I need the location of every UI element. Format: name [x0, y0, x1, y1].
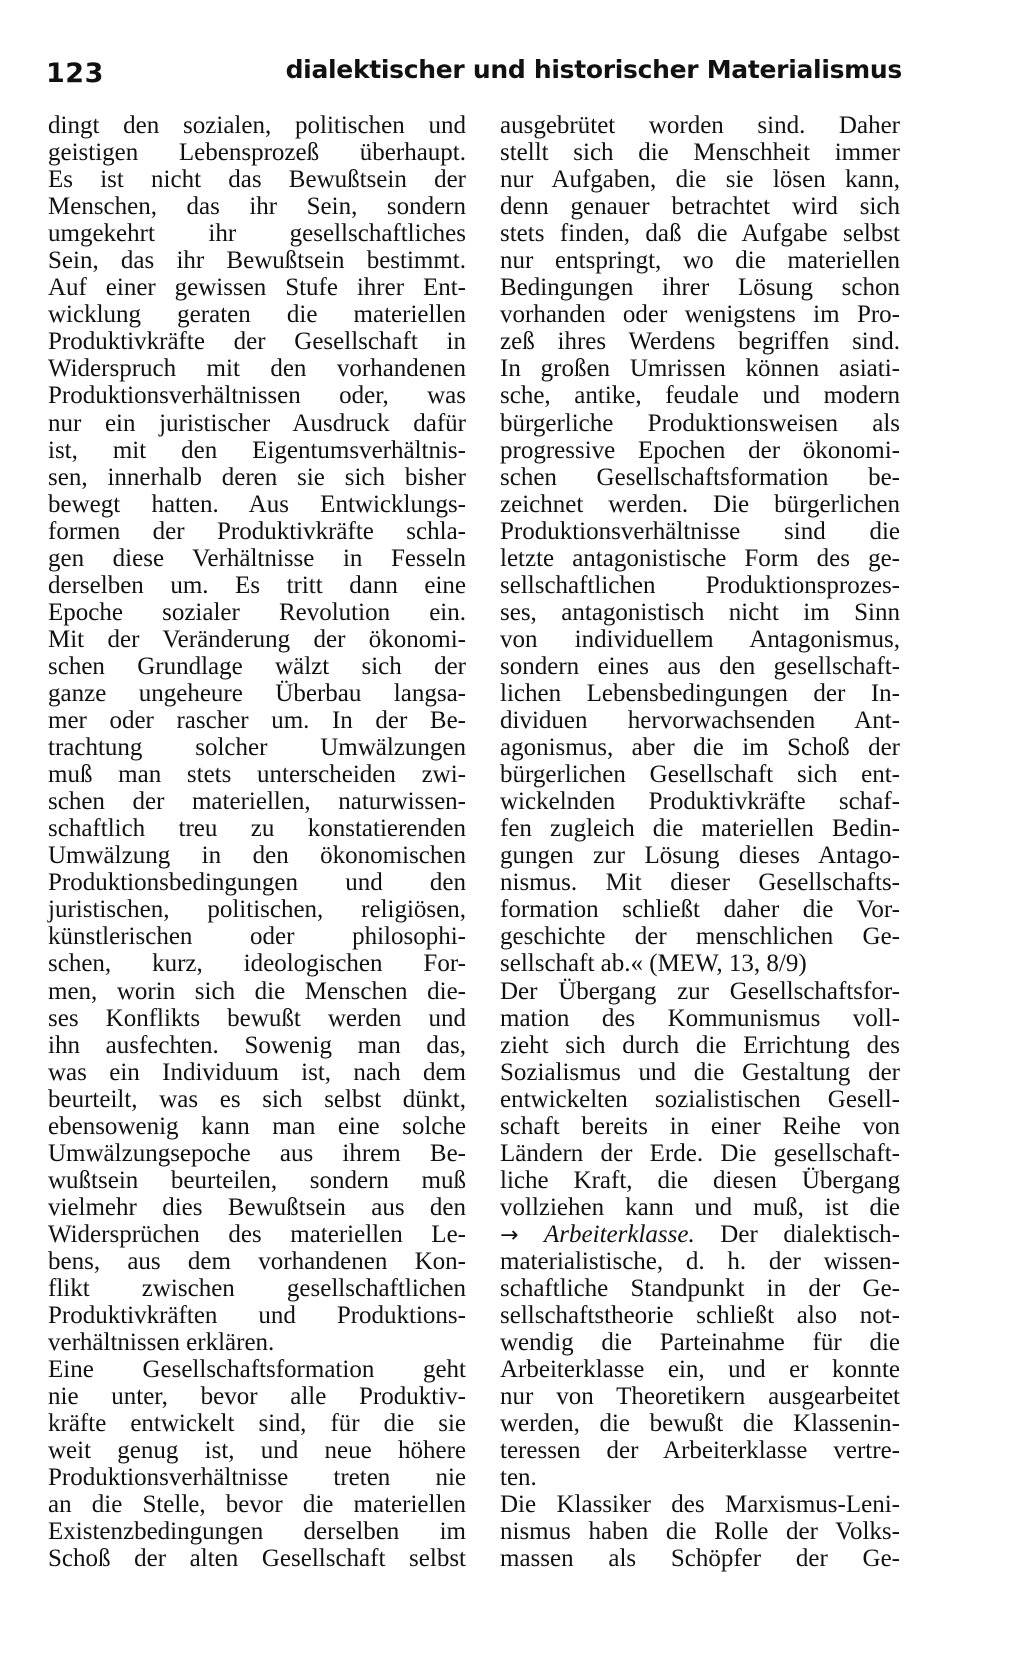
- running-title: dialektischer und historischer Materialismus: [285, 55, 902, 84]
- text-line: bens, aus dem vorhandenen Kon-: [48, 1247, 466, 1275]
- text-line: Mit der Veränderung der ökonomi-: [48, 625, 466, 653]
- text-line: dingt den sozialen, politischen und: [48, 112, 466, 139]
- text-line: Produktivkräften und Produktions-: [48, 1302, 466, 1330]
- text-line: formation schließt daher die Vor-: [500, 896, 900, 924]
- text-line: Produktionsverhältnisse sind die: [500, 517, 900, 545]
- text-line: sondern eines aus den gesellschaft-: [500, 652, 900, 680]
- text-line: stellt sich die Menschheit immer: [500, 139, 900, 167]
- text-line: bewegt hatten. Aus Entwicklungs-: [48, 490, 466, 518]
- text-line: Auf einer gewissen Stufe ihrer Ent-: [48, 274, 466, 302]
- text-line: Ländern der Erde. Die gesellschaft-: [500, 1139, 900, 1167]
- text-line: schaftliche Standpunkt in der Ge-: [500, 1275, 900, 1303]
- text-line: zeß ihres Werdens begriffen sind.: [500, 328, 900, 356]
- text-line: Schoß der alten Gesellschaft selbst: [48, 1545, 466, 1573]
- text-line: ses Konflikts bewußt werden und: [48, 1004, 466, 1032]
- text-line: zeichnet werden. Die bürgerlichen: [500, 490, 900, 518]
- text-line: wendig die Parteinahme für die: [500, 1329, 900, 1357]
- text-line-tail: Der dialektisch-: [720, 1220, 900, 1248]
- text-line: zieht sich durch die Errichtung des: [500, 1031, 900, 1059]
- text-line: wußtsein beurteilen, sondern muß: [48, 1166, 466, 1194]
- text-line: nur ein juristischer Ausdruck dafür: [48, 409, 466, 437]
- text-line: kräfte entwickelt sind, für die sie: [48, 1410, 466, 1438]
- page-number: 123: [46, 58, 104, 89]
- text-line: materialistische, d. h. der wissen-: [500, 1247, 900, 1275]
- text-line: fen zugleich die materiellen Bedin-: [500, 815, 900, 843]
- text-line: schen, kurz, ideologischen For-: [48, 950, 466, 978]
- text-line: schen Gesellschaftsformation be-: [500, 463, 900, 491]
- text-line: ihn ausfechten. Sowenig man das,: [48, 1031, 466, 1059]
- text-line: künstlerischen oder philosophi-: [48, 923, 466, 951]
- text-line: Sein, das ihr Bewußtsein bestimmt.: [48, 247, 466, 275]
- text-line: Arbeiterklasse ein, und er konnte: [500, 1356, 900, 1384]
- text-line: formen der Produktivkräfte schla-: [48, 517, 466, 545]
- text-line: schaftlich treu zu konstatierenden: [48, 815, 466, 843]
- text-line: wickelnden Produktivkräfte schaf-: [500, 788, 900, 816]
- text-line: sen, innerhalb deren sie sich bisher: [48, 463, 466, 491]
- text-line: verhältnissen erklären.: [48, 1329, 275, 1357]
- cross-reference-link[interactable]: Arbeiterklasse.: [544, 1220, 695, 1248]
- text-line: Widersprüchen des materiellen Le-: [48, 1220, 466, 1248]
- text-line: men, worin sich die Menschen die-: [48, 977, 466, 1005]
- text-line: Umwälzungsepoche aus ihrem Be-: [48, 1139, 466, 1167]
- text-line: sellschaftstheorie schließt also not-: [500, 1302, 900, 1330]
- text-line: nur von Theoretikern ausgearbeitet: [500, 1383, 900, 1411]
- text-line: umgekehrt ihr gesellschaftliches: [48, 220, 466, 248]
- text-line: ganze ungeheure Überbau langsa-: [48, 679, 466, 707]
- text-line: schen der materiellen, naturwissen-: [48, 788, 466, 816]
- text-line: massen als Schöpfer der Ge-: [500, 1545, 900, 1573]
- text-line: Produktionsverhältnissen oder, was: [48, 382, 466, 410]
- text-line: sellschaftlichen Produktionsprozes-: [500, 571, 900, 599]
- text-line: wicklung geraten die materiellen: [48, 301, 466, 329]
- text-line: Produktivkräfte der Gesellschaft in: [48, 328, 466, 356]
- text-line: geschichte der menschlichen Ge-: [500, 923, 900, 951]
- text-line: was ein Individuum ist, nach dem: [48, 1058, 466, 1086]
- text-line: ist, mit den Eigentumsverhältnis-: [48, 436, 466, 464]
- cross-reference-arrow-icon: →: [500, 1222, 519, 1248]
- text-line: Die Klassiker des Marxismus-Leni-: [500, 1491, 900, 1519]
- text-line: derselben um. Es tritt dann eine: [48, 571, 466, 599]
- text-line: nur Aufgaben, die sie lösen kann,: [500, 166, 900, 194]
- text-line: sche, antike, feudale und modern: [500, 382, 900, 410]
- text-line: gen diese Verhältnisse in Fesseln: [48, 544, 466, 572]
- text-line: Widerspruch mit den vorhandenen: [48, 355, 466, 383]
- right-text-column: [500, 112, 900, 1573]
- text-line: denn genauer betrachtet wird sich: [500, 193, 900, 221]
- text-line: Produktionsbedingungen und den: [48, 869, 466, 897]
- text-line: nismus. Mit dieser Gesellschafts-: [500, 869, 900, 897]
- text-line: teressen der Arbeiterklasse vertre-: [500, 1437, 900, 1465]
- text-line: muß man stets unterscheiden zwi-: [48, 761, 466, 789]
- text-line: lichen Lebensbedingungen der In-: [500, 679, 900, 707]
- text-line: nie unter, bevor alle Produktiv-: [48, 1383, 466, 1411]
- text-line: trachtung solcher Umwälzungen: [48, 734, 466, 762]
- text-line: ebensowenig kann man eine solche: [48, 1112, 466, 1140]
- left-text-column: [48, 112, 466, 1573]
- text-line: flikt zwischen gesellschaftlichen: [48, 1275, 466, 1303]
- text-line: Der Übergang zur Gesellschaftsfor-: [500, 977, 900, 1005]
- text-line: werden, die bewußt die Klassenin-: [500, 1410, 900, 1438]
- text-line: dividuen hervorwachsenden Ant-: [500, 707, 900, 735]
- text-line: von individuellem Antagonismus,: [500, 625, 900, 653]
- text-line: vollziehen kann und muß, ist die: [500, 1193, 900, 1221]
- text-line: an die Stelle, bevor die materiellen: [48, 1491, 466, 1519]
- text-line: bürgerlichen Gesellschaft sich ent-: [500, 761, 900, 789]
- text-line: vorhanden oder wenigstens im Pro-: [500, 301, 900, 329]
- text-line: weit genug ist, und neue höhere: [48, 1437, 466, 1465]
- text-line: progressive Epochen der ökonomi-: [500, 436, 900, 464]
- text-line: Epoche sozialer Revolution ein.: [48, 598, 466, 626]
- text-line: In großen Umrissen können asiati-: [500, 355, 900, 383]
- text-line: Existenzbedingungen derselben im: [48, 1518, 466, 1546]
- text-line: schen Grundlage wälzt sich der: [48, 652, 466, 680]
- text-line: Bedingungen ihrer Lösung schon: [500, 274, 900, 302]
- text-line: nur entspringt, wo die materiellen: [500, 247, 900, 275]
- text-line: Menschen, das ihr Sein, sondern: [48, 193, 466, 221]
- text-line: Umwälzung in den ökonomischen: [48, 842, 466, 870]
- text-line: ses, antagonistisch nicht im Sinn: [500, 598, 900, 626]
- text-line: entwickelten sozialistischen Gesell-: [500, 1085, 900, 1113]
- text-line: Eine Gesellschaftsformation geht: [48, 1356, 466, 1384]
- text-line: schaft bereits in einer Reihe von: [500, 1112, 900, 1140]
- text-line: nismus haben die Rolle der Volks-: [500, 1518, 900, 1546]
- text-line: sellschaft ab.« (MEW, 13, 8/9): [500, 950, 807, 978]
- text-line: agonismus, aber die im Schoß der: [500, 734, 900, 762]
- text-line: mer oder rascher um. In der Be-: [48, 707, 466, 735]
- text-line: stets finden, daß die Aufgabe selbst: [500, 220, 900, 248]
- text-line: liche Kraft, die diesen Übergang: [500, 1166, 900, 1194]
- text-line: beurteilt, was es sich selbst dünkt,: [48, 1085, 466, 1113]
- text-line: Es ist nicht das Bewußtsein der: [48, 166, 466, 194]
- text-line: [500, 1221, 900, 1248]
- text-line: Produktionsverhältnisse treten nie: [48, 1464, 466, 1492]
- text-line: mation des Kommunismus voll-: [500, 1004, 900, 1032]
- text-line: ten.: [500, 1464, 537, 1492]
- text-line: juristischen, politischen, religiösen,: [48, 896, 466, 924]
- text-line: gungen zur Lösung dieses Antago-: [500, 842, 900, 870]
- text-line: Sozialismus und die Gestaltung der: [500, 1058, 900, 1086]
- text-line: letzte antagonistische Form des ge-: [500, 544, 900, 572]
- text-line: bürgerliche Produktionsweisen als: [500, 409, 900, 437]
- text-line: ausgebrütet worden sind. Daher: [500, 112, 900, 139]
- text-line: vielmehr dies Bewußtsein aus den: [48, 1193, 466, 1221]
- text-line: geistigen Lebensprozeß überhaupt.: [48, 139, 466, 167]
